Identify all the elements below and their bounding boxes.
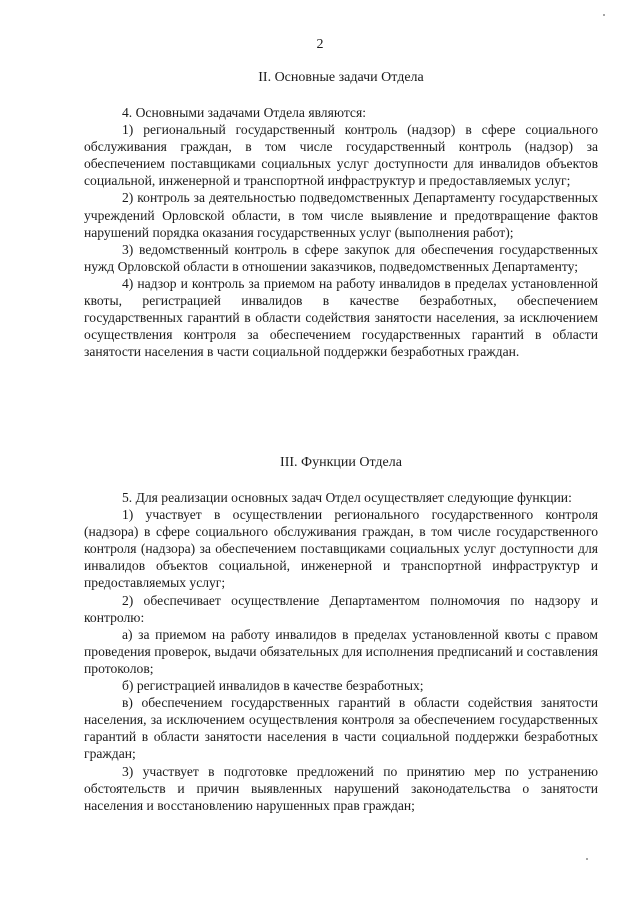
paragraph: 5. Для реализации основных задач Отдел осуществляет следующие функции: [122, 490, 572, 505]
scan-speck [603, 14, 605, 16]
scan-speck [586, 858, 588, 860]
section-2-body [84, 104, 598, 360]
paragraph: 4. Основными задачами Отдела являются: [122, 105, 366, 120]
paragraph: 2) обеспечивает осуществление Департаментом полномочия по надзору и контролю: [84, 592, 598, 625]
paragraph: 1) региональный государственный контроль (надзор) в сфере социального обслуживания граждан, в том числе государственный контроль (надзор) за обеспечением поставщиками социальных услуг доступности для инвалидов объектов социальной, инженерной и транспортной инфраструктур и предоставляемых услуг; [84, 122, 598, 189]
paragraph: 1) участвует в осуществлении регионального государственного контроля (надзора) в сфере социального обслуживания граждан, в том числе государственного контроля (надзора) за обеспечением поставщиками социальных услуг доступности для инвалидов объектов социальной, инженерной и транспортной инфраструктур и предоставляемых услуг; [84, 507, 598, 591]
paragraph: а) за приемом на работу инвалидов в пределах установленной квоты с правом проведения проверок, выдачи обязательных для исполнения предписаний и составления протоколов; [84, 626, 598, 676]
paragraph: 3) участвует в подготовке предложений по принятию мер по устранению обстоятельств и причин выявленных нарушений законодательства о занятости населения и восстановлению нарушенных прав граждан; [84, 763, 598, 813]
section-3-heading: III. Функции Отдела [280, 455, 402, 470]
section-2-heading: II. Основные задачи Отдела [258, 70, 424, 85]
paragraph: 4) надзор и контроль за приемом на работу инвалидов в пределах установленной квоты, регистрацией инвалидов в качестве безработных, обеспечением государственных гарантий в области содействия занятости населения, за исключением осуществления контроля за обеспечением государственных гарантий в области занятости населения в части социальной поддержки безработных граждан. [84, 275, 598, 360]
section-3-body [84, 489, 598, 814]
paragraph: в) обеспечением государственных гарантий в области содействия занятости населения, за исключением осуществления контроля за обеспечением государственных гарантий в области занятости населения в части социальной поддержки безработных граждан; [84, 695, 598, 762]
paragraph: 3) ведомственный контроль в сфере закупок для обеспечения государственных нужд Орловской области в отношении заказчиков, подведомственных Департаменту; [84, 241, 598, 274]
paragraph: б) регистрацией инвалидов в качестве безработных; [122, 678, 424, 694]
paragraph: 2) контроль за деятельностью подведомственных Департаменту государственных учреждений Орловской области, в том числе выявление и предотвращение фактов нарушений порядка оказания государственных услуг (выполнения работ); [84, 190, 598, 240]
page-number: 2 [316, 37, 324, 52]
